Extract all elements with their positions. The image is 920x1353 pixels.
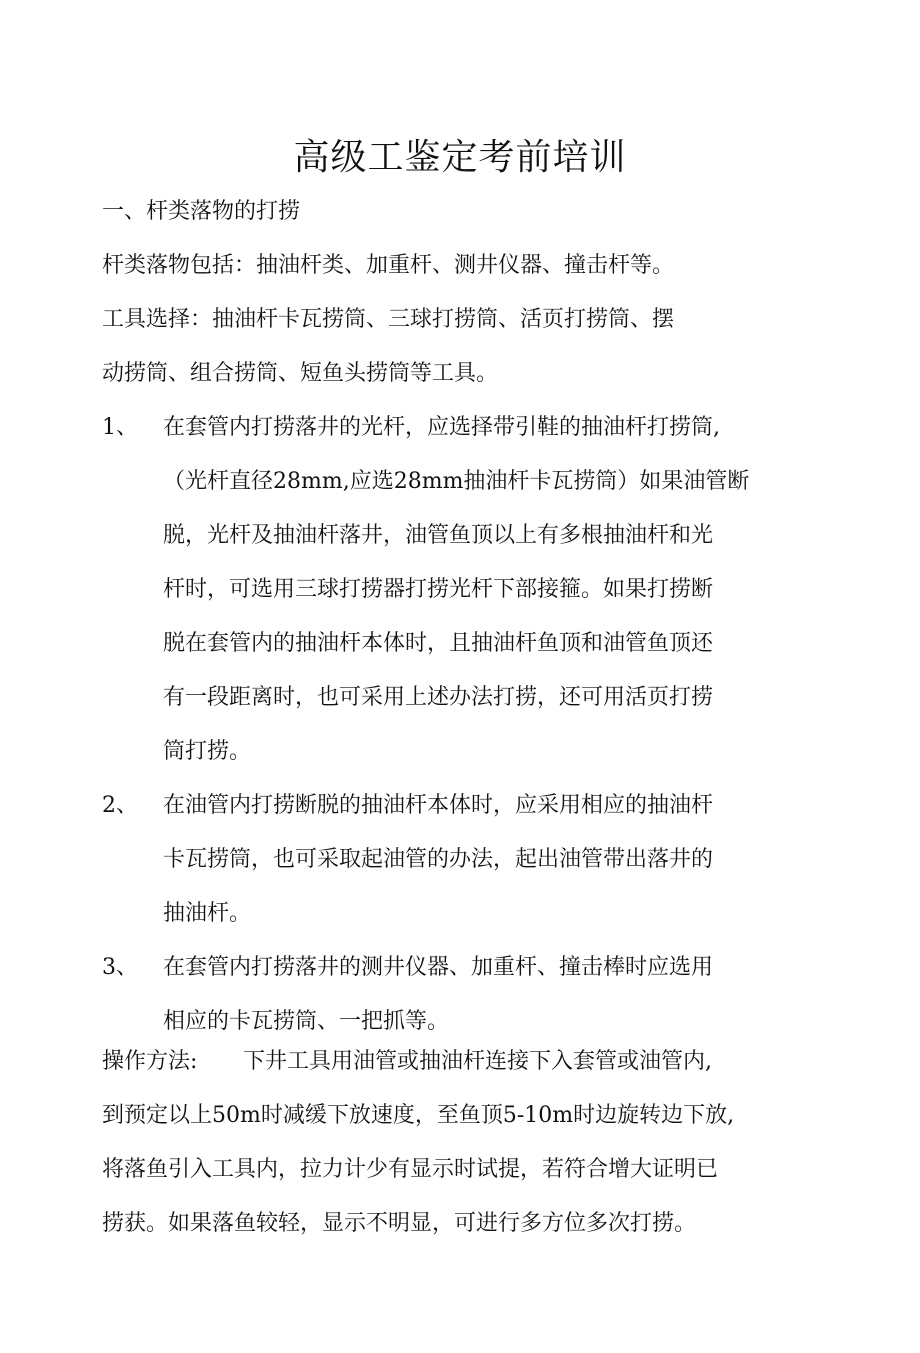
operation-first-line: 下井工具用油管或抽油杆连接下入套管或油管内, <box>243 1049 712 1074</box>
tools-line: 动捞筒、组合捞筒、短鱼头捞筒等工具。 <box>102 361 499 386</box>
list-item-line: 卡瓦捞筒，也可采取起油管的办法，起出油管带出落井的 <box>163 847 714 872</box>
items-line: 杆类落物包括：抽油杆类、加重杆、测井仪器、撞击杆等。 <box>102 253 675 278</box>
tools-line: 工具选择：抽油杆卡瓦捞筒、三球打捞筒、活页打捞筒、摆 <box>102 307 675 332</box>
list-item-number: 1、 <box>102 415 138 440</box>
list-item-line: （光杆直径28mm,应选28mm抽油杆卡瓦捞筒）如果油管断 <box>163 469 750 494</box>
list-item-line: 脱，光杆及抽油杆落井，油管鱼顶以上有多根抽油杆和光 <box>163 523 714 548</box>
list-item-line: 杆时，可选用三球打捞器打捞光杆下部接箍。如果打捞断 <box>163 577 714 602</box>
section-heading: 一、杆类落物的打捞 <box>102 199 301 224</box>
list-item-line: 抽油杆。 <box>163 901 252 926</box>
operation-line: 捞获。如果落鱼较轻，显示不明显，可进行多方位多次打捞。 <box>102 1211 697 1236</box>
list-item-line: 相应的卡瓦捞筒、一把抓等。 <box>163 1009 450 1034</box>
operation-line: 到预定以上50m时减缓下放速度，至鱼顶5-10m时边旋转边下放, <box>102 1103 735 1128</box>
operation-line: 将落鱼引入工具内，拉力计少有显示时试提，若符合增大证明已 <box>102 1157 719 1182</box>
list-item-line: 有一段距离时，也可采用上述办法打捞，还可用活页打捞 <box>163 685 714 710</box>
operation-label: 操作方法: <box>102 1049 198 1074</box>
list-item-line: 在套管内打捞落井的测井仪器、加重杆、撞击棒时应选用 <box>163 955 714 980</box>
list-item-line: 脱在套管内的抽油杆本体时，且抽油杆鱼顶和油管鱼顶还 <box>163 631 714 656</box>
list-item-line: 在套管内打捞落井的光杆，应选择带引鞋的抽油杆打捞筒, <box>163 415 720 440</box>
list-item-number: 3、 <box>102 955 138 980</box>
list-item-number: 2、 <box>102 793 138 818</box>
page-title: 高级工鉴定考前培训 <box>293 137 627 178</box>
list-item-line: 筒打捞。 <box>163 739 252 764</box>
list-item-line: 在油管内打捞断脱的抽油杆本体时，应采用相应的抽油杆 <box>163 793 714 818</box>
